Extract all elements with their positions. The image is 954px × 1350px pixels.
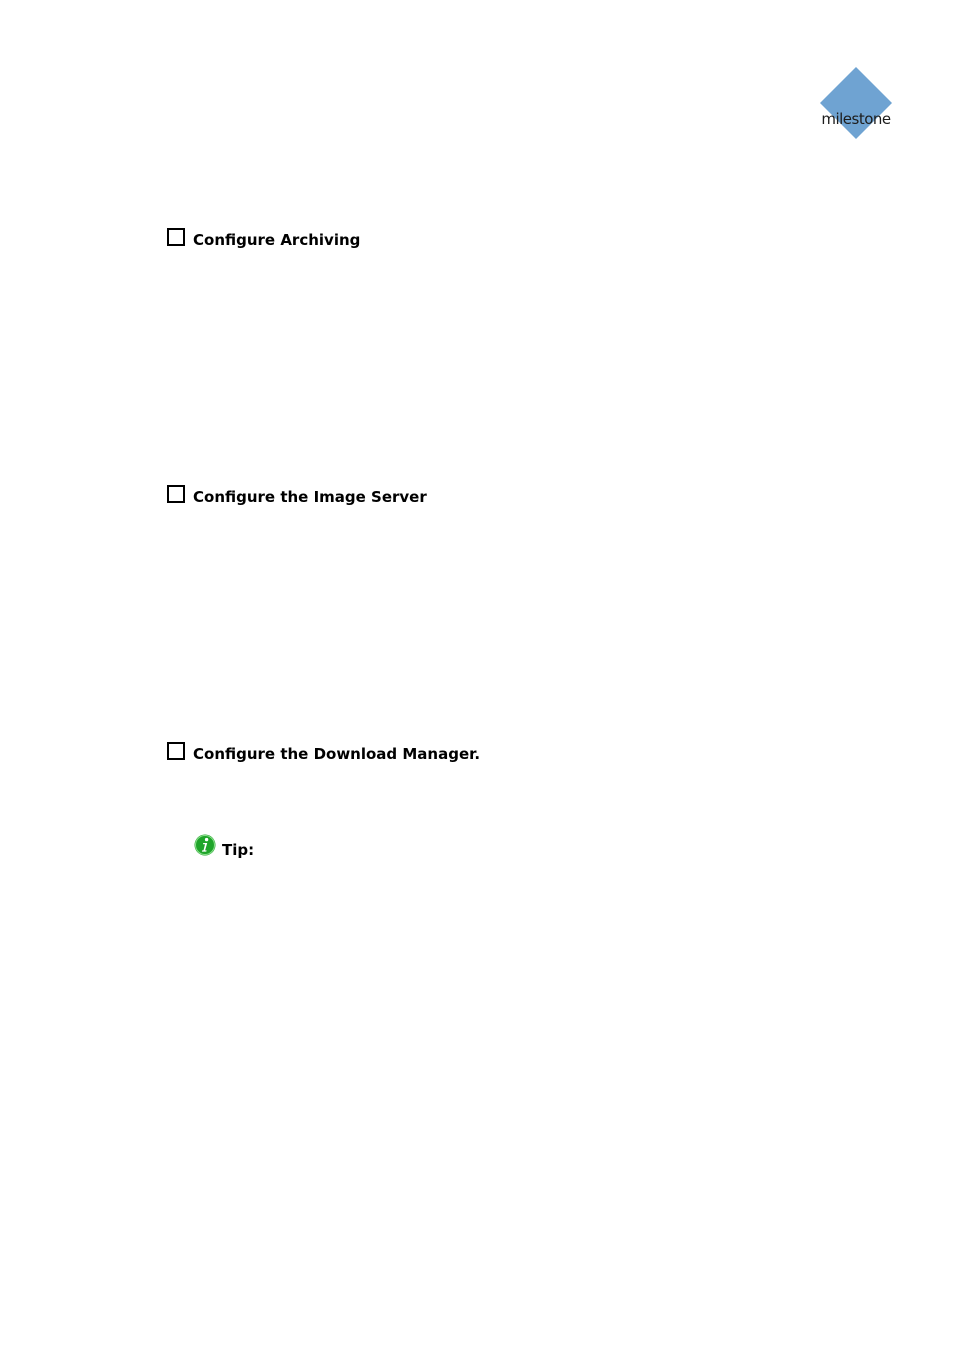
checklist-item-configure-download-manager [167,739,480,763]
checklist-item-label: Configure the Download Manager. [193,745,481,763]
checklist-item-configure-archiving [167,225,360,249]
checkbox-icon [167,485,185,503]
checkbox-icon [167,742,185,760]
tip-callout [194,833,254,859]
checkbox-icon [167,228,185,246]
milestone-logo [816,66,896,140]
tip-label: Tip: [222,841,255,859]
checklist-item-label: Configure Archiving [193,231,361,249]
info-icon [194,834,216,856]
logo-text: milestone [821,110,891,128]
checklist-item-label: Configure the Image Server [193,488,427,506]
checklist-item-configure-image-server [167,482,427,506]
